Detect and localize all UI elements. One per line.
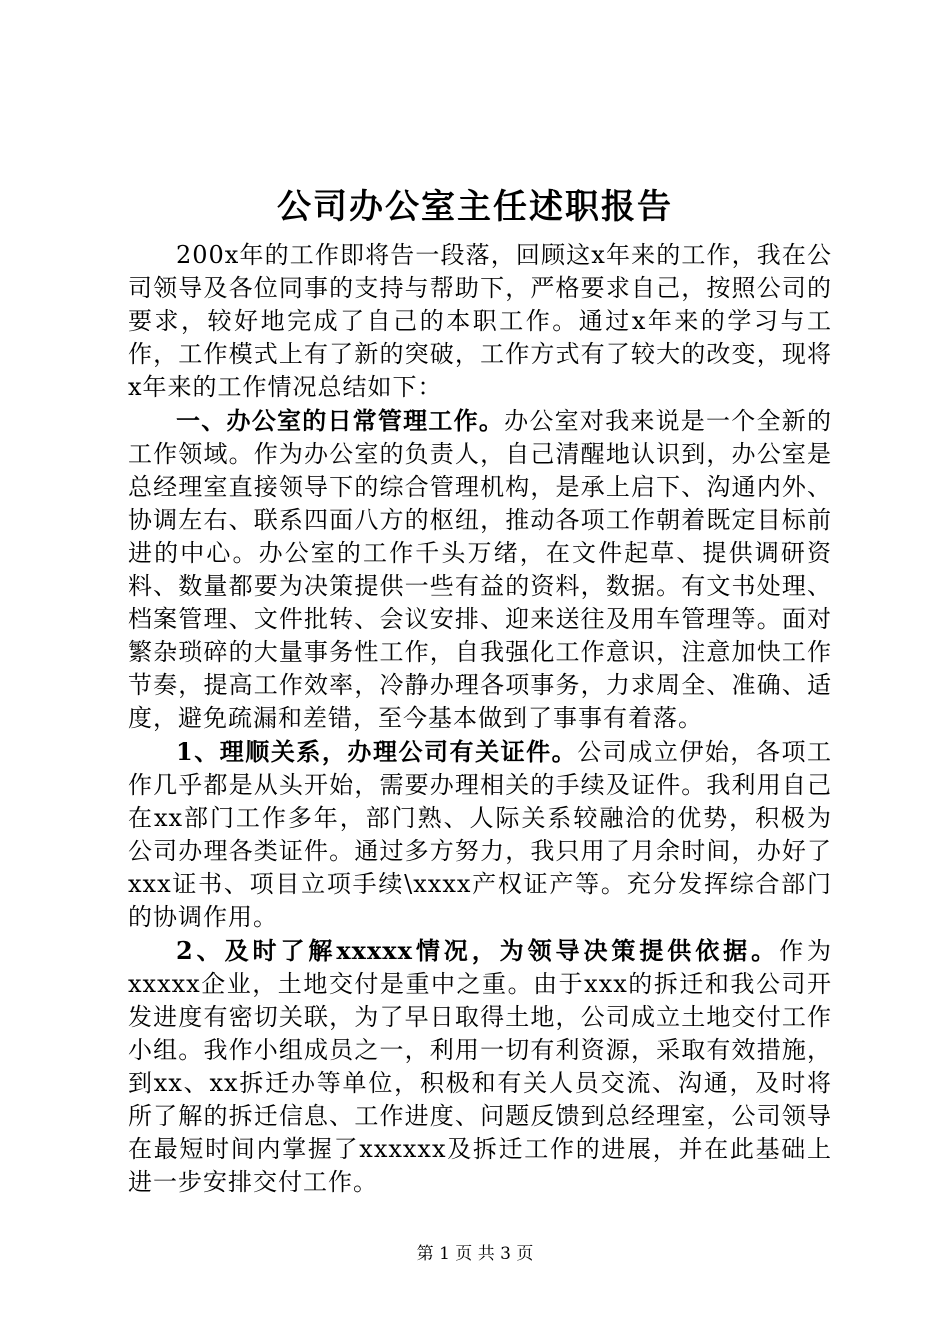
document-body: [128, 238, 832, 1199]
paragraph-text: 公司成立伊始，各项工作几乎都是从头开始，需要办理相关的手续及证件。我利用自己在xx部门工作多年，部门熟、人际关系较融洽的优势，积极为公司办理各类证件。通过多方努力，我只用了月余时间，办好了xxx证书、项目立项手续\xxxx产权证产等。充分发挥综合部门的协调作用。: [128, 738, 833, 931]
paragraph-intro: [128, 238, 832, 404]
paragraph-lead: 1、理顺关系，办理公司有关证件。: [176, 737, 578, 766]
document-title: 公司办公室主任述职报告: [277, 187, 673, 227]
paragraph-item-2: [128, 934, 832, 1199]
paragraph-section-1: [128, 404, 832, 735]
paragraph-item-1: [128, 735, 832, 934]
paragraph-lead: 一、办公室的日常管理工作。: [176, 406, 505, 435]
paragraph-text: 办公室对我来说是一个全新的工作领域。作为办公室的负责人，自己清醒地认识到，办公室是总经理室直接领导下的综合管理机构，是承上启下、沟通内外、协调左右、联系四面八方的枢纽，推动各项工作朝着既定目标前进的中心。办公室的工作千头万绪，在文件起草、提供调研资料、数量都要为决策提供一些有益的资料，数据。有文书处理、档案管理、文件批转、会议安排、迎来送往及用车管理等。面对繁杂琐碎的大量事务性工作，自我强化工作意识，注意加快工作节奏，提高工作效率，冷静办理各项事务，力求周全、准确、适度，避免疏漏和差错，至今基本做到了事事有着落。: [128, 407, 833, 732]
paragraph-text: 200x年的工作即将告一段落，回顾这x年来的工作，我在公司领导及各位同事的支持与帮助下，严格要求自己，按照公司的要求，较好地完成了自己的本职工作。通过x年来的学习与工作，工作模式上有了新的突破，工作方式有了较大的改变，现将x年来的工作情况总结如下：: [128, 241, 832, 401]
paragraph-lead: 2、及时了解xxxxx情况，为领导决策提供依据。: [176, 936, 780, 965]
paragraph-text: 作为xxxxx企业，土地交付是重中之重。由于xxx的拆迁和我公司开发进度有密切关联，为了早日取得土地，公司成立土地交付工作小组。我作小组成员之一，利用一切有利资源，采取有效措施，到xx、xx拆迁办等单位，积极和有关人员交流、沟通，及时将所了解的拆迁信息、工作进度、问题反馈到总经理室，公司领导在最短时间内掌握了xxxxxx及拆迁工作的进展，并在此基础上进一步安排交付工作。: [128, 937, 833, 1196]
page-number-footer: 第 1 页 共 3 页: [416, 1244, 534, 1264]
